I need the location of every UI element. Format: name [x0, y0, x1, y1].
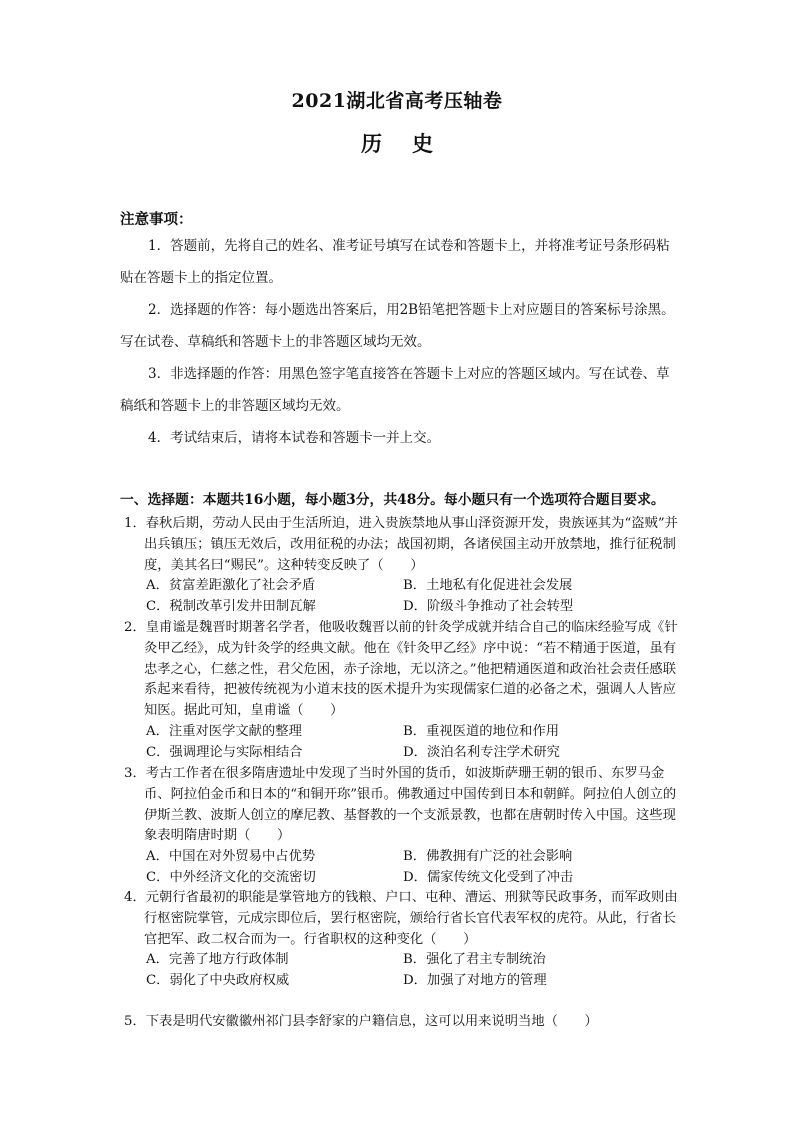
question-3	[124, 764, 680, 889]
question-2	[124, 618, 680, 764]
option-grid	[124, 847, 680, 889]
option-d: D．儒家传统文化受到了冲击	[403, 869, 574, 885]
notice-item-3: 3．非选择题的作答：用黑色签字笔直接答在答题卡上对应的答题区域内。写在试卷、草稿纸和答题卡上的非答题区域均无效。	[120, 366, 670, 414]
question-stem: 3．考古工作者在很多隋唐遗址中发现了当时外国的货币，如波斯萨珊王朝的银币、东罗马金币、阿拉伯金币和日本的“和铜开珎”银币。佛教通过中国传到日本和朝鲜。阿拉伯人创立的伊斯兰教、波斯人创立的摩尼教、基督教的一个支派景教，也都在唐朝时传入中国。这些现象表明隋唐时期（ ）	[124, 766, 677, 844]
option-a: A．贫富差距激化了社会矛盾	[146, 578, 316, 594]
option-d: D．加强了对地方的管理	[403, 973, 547, 989]
question-5	[124, 1012, 680, 1033]
option-a: A．注重对医学文献的整理	[146, 723, 302, 739]
option-c: C．中外经济文化的交流密切	[146, 869, 316, 885]
option-grid	[124, 722, 680, 764]
option-c: C．强调理论与实际相结合	[146, 744, 303, 760]
section-heading: 一、选择题：本题共16小题，每小题3分，共48分。每小题只有一个选项符合题目要求。	[120, 492, 665, 508]
option-c: C．税制改革引发井田制瓦解	[146, 599, 316, 615]
question-stem: 4．元朝行省最初的职能是掌管地方的钱粮、户口、屯种、漕运、刑狱等民政事务，而军政则由行枢密院掌管，元成宗即位后，罢行枢密院，颁给行省长官代表军权的虎符。从此，行省长官把军、政二权合而为一。行省职权的这种变化（ ）	[124, 890, 678, 947]
option-b: B．佛教拥有广泛的社会影响	[403, 849, 573, 865]
option-grid	[124, 950, 680, 992]
option-grid	[124, 576, 680, 618]
option-b: B．强化了君主专制统治	[403, 952, 546, 968]
notice-item-1: 1．答题前，先将自己的姓名、准考证号填写在试卷和答题卡上，并将准考证号条形码粘贴在答题卡上的指定位置。	[120, 238, 670, 286]
question-4	[124, 888, 680, 992]
notice-item-2: 2．选择题的作答：每小题选出答案后，用2B铅笔把答题卡上对应题目的答案标号涂黑。写在试卷、草稿纸和答题卡上的非答题区域均无效。	[120, 302, 675, 350]
option-c: C．弱化了中央政府权威	[146, 973, 290, 989]
question-stem: 1．春秋后期，劳动人民由于生活所迫，进入贵族禁地从事山泽资源开发，贵族诬其为“盗贼”并出兵镇压；镇压无效后，改用征税的办法；战国初期，各诸侯国主动开放禁地，推行征税制度，美其名曰“赐民”。这种转变反映了（ ）	[124, 516, 678, 573]
exam-title: 2021湖北省高考压轴卷	[291, 90, 503, 112]
option-d: D．阶级斗争推动了社会转型	[403, 599, 574, 615]
option-d: D．淡泊名利专注学术研究	[403, 744, 560, 760]
notice-heading: 注意事项：	[120, 211, 193, 228]
option-b: B．重视医道的地位和作用	[403, 723, 560, 739]
option-a: A．完善了地方行政体制	[146, 952, 289, 968]
question-1	[124, 514, 680, 618]
option-a: A．中国在对外贸易中占优势	[146, 849, 316, 865]
question-stem: 5．下表是明代安徽徽州祁门县李舒家的户籍信息，这可以用来说明当地（ ）	[124, 1014, 598, 1029]
question-stem: 2．皇甫谧是魏晋时期著名学者，他吸收魏晋以前的针灸学成就并结合自己的临床经验写成《针灸甲乙经》，成为针灸学的经典文献。他在《针灸甲乙经》序中说：“若不精通于医道，虽有忠孝之心，仁慈之性，君父危困，赤子涂地，无以济之。”他把精通医道和政治社会责任感联系起来看待，把被传统视为小道末技的医术提升为实现儒家仁道的必备之术，强调人人皆应知医。据此可知，皇甫谧（ ）	[124, 620, 678, 719]
subject-title: 历史	[361, 131, 463, 156]
notice-item-4: 4．考试结束后，请将本试卷和答题卡一并上交。	[148, 430, 441, 446]
option-b: B．土地私有化促进社会发展	[403, 578, 573, 594]
